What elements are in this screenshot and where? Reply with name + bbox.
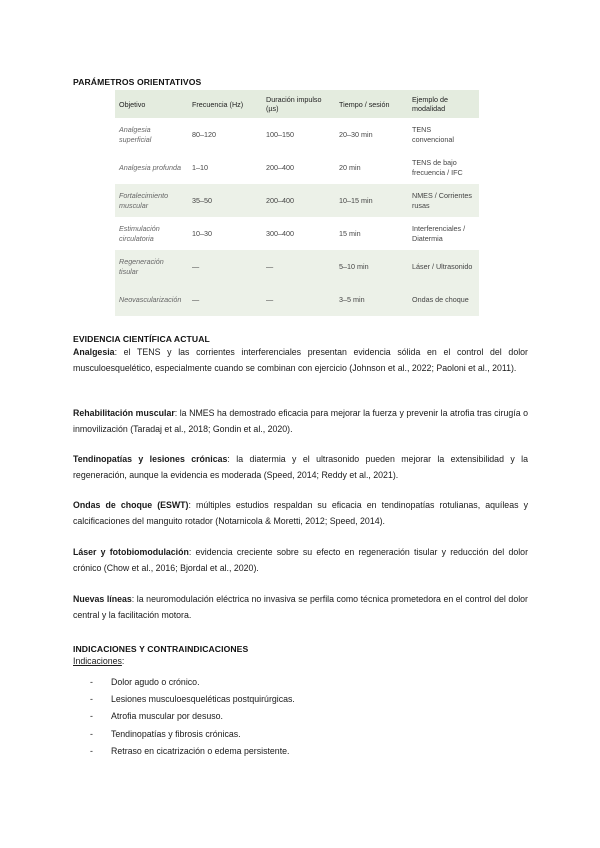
table-row bbox=[115, 217, 479, 250]
cell-objetivo: Analgesia superficial bbox=[119, 125, 152, 144]
list-item-text: Lesiones musculoesqueléticas postquirúrgicas. bbox=[111, 694, 295, 705]
cell-objetivo: Fortalecimiento muscular bbox=[115, 184, 188, 217]
subheading-label: Indicaciones bbox=[73, 656, 122, 666]
cell-objetivo: Neovascularización bbox=[115, 283, 188, 316]
cell-frecuencia: 10–30 bbox=[192, 228, 212, 238]
cell-duracion: 200–400 bbox=[262, 184, 335, 217]
cell-duracion: 300–400 bbox=[266, 228, 294, 238]
paragraph-term: Nuevas líneas bbox=[73, 594, 132, 604]
header-tiempo: Tiempo / sesión bbox=[335, 90, 408, 118]
indicaciones-list bbox=[90, 674, 295, 760]
list-item-text: Tendinopatías y fibrosis crónicas. bbox=[111, 728, 241, 739]
list-dash: - bbox=[90, 745, 93, 756]
table-row bbox=[115, 283, 479, 316]
list-dash: - bbox=[90, 677, 93, 687]
cell-frecuencia: 80–120 bbox=[192, 129, 216, 139]
cell-objetivo: Estimulación circulatoria bbox=[119, 224, 160, 243]
paragraph-text: : la diatermia y el ultrasonido pueden mejorar la extensibilidad y la regeneración, aunque la evidencia es moderada (Speed, 2014; Reddy et al., 2021). bbox=[73, 454, 528, 481]
cell-objetivo: Regeneración tisular bbox=[115, 250, 188, 283]
list-item bbox=[90, 708, 295, 725]
cell-tiempo: 20–30 min bbox=[339, 129, 373, 139]
list-dash: - bbox=[90, 711, 93, 722]
paragraph-laser bbox=[73, 544, 528, 577]
cell-modalidad: Láser / Ultrasonido bbox=[408, 250, 479, 283]
table-row bbox=[115, 184, 479, 217]
cell-tiempo: 5–10 min bbox=[335, 250, 408, 283]
paragraph-ondas-choque bbox=[73, 497, 528, 530]
header-objetivo: Objetivo bbox=[115, 90, 188, 118]
paragraph-text: : múltiples estudios respaldan su eficacia en tendinopatías rotulianas, aquíleas y calcificaciones del manguito rotador (Notarnicola & Moretti, 2012; Speed, 2014). bbox=[73, 500, 528, 527]
paragraph-term: Ondas de choque (ESWT) bbox=[73, 500, 189, 510]
list-item bbox=[90, 674, 295, 691]
paragraph-term: Láser y fotobiomodulación bbox=[73, 547, 189, 557]
cell-objetivo: Analgesia profunda bbox=[119, 162, 181, 172]
cell-tiempo: 10–15 min bbox=[335, 184, 408, 217]
cell-frecuencia: 35–50 bbox=[188, 184, 262, 217]
paragraph-analgesia bbox=[73, 344, 528, 377]
list-item bbox=[90, 743, 295, 760]
paragraph-nuevas-lineas bbox=[73, 591, 528, 624]
table-row bbox=[115, 250, 479, 283]
heading-evidencia: EVIDENCIA CIENTÍFICA ACTUAL bbox=[73, 334, 210, 344]
heading-indicaciones: INDICACIONES Y CONTRAINDICACIONES bbox=[73, 644, 249, 654]
heading-parametros: PARÁMETROS ORIENTATIVOS bbox=[73, 77, 202, 87]
cell-modalidad: Interferenciales / Diatermia bbox=[412, 224, 466, 243]
cell-modalidad: TENS de bajo frecuencia / IFC bbox=[412, 158, 463, 177]
subheading-indicaciones bbox=[73, 656, 124, 666]
list-item-text: Atrofia muscular por desuso. bbox=[111, 711, 223, 722]
cell-duracion: 100–150 bbox=[266, 129, 294, 139]
list-dash: - bbox=[90, 728, 93, 739]
paragraph-tendinopatias bbox=[73, 451, 528, 484]
cell-modalidad: NMES / Corrientes rusas bbox=[408, 184, 479, 217]
cell-tiempo: 3–5 min bbox=[335, 283, 408, 316]
cell-modalidad: TENS convencional bbox=[412, 125, 454, 144]
header-frecuencia: Frecuencia (Hz) bbox=[188, 90, 262, 118]
cell-tiempo: 20 min bbox=[339, 162, 361, 172]
cell-frecuencia: — bbox=[188, 283, 262, 316]
paragraph-text: : la neuromodulación eléctrica no invasiva se perfila como técnica prometedora en el control del dolor central y la facilitación motora. bbox=[73, 594, 528, 621]
list-item bbox=[90, 726, 295, 743]
paragraph-term: Tendinopatías y lesiones crónicas bbox=[73, 454, 228, 464]
subheading-colon: : bbox=[121, 656, 125, 666]
paragraph-term: Rehabilitación muscular bbox=[73, 408, 175, 418]
header-modalidad: Ejemplo de modalidad bbox=[408, 90, 479, 118]
paragraph-text: : la NMES ha demostrado eficacia para mejorar la fuerza y prevenir la atrofia tras cirugía o inmovilización (Taradaj et al., 2018; Gondin et al., 2020). bbox=[73, 408, 528, 435]
list-dash: - bbox=[90, 694, 93, 705]
paragraph-text: : evidencia creciente sobre su efecto en regeneración tisular y reducción del dolor crónico (Chow et al., 2016; Bjordal et al., 2020). bbox=[73, 547, 529, 574]
parameters-table bbox=[115, 90, 479, 316]
table-row bbox=[115, 118, 479, 151]
paragraph-text: : el TENS y las corrientes interferenciales presentan evidencia sólida en el control del dolor musculoesquelético, especialmente cuando se combinan con ejercicio (Johnson et al., 2022; Paoloni et al., 2011). bbox=[73, 347, 528, 374]
cell-tiempo: 15 min bbox=[339, 228, 361, 238]
cell-duracion: 200–400 bbox=[266, 162, 294, 172]
paragraph-term: Analgesia bbox=[73, 347, 115, 357]
list-item-text: Dolor agudo o crónico. bbox=[111, 677, 200, 687]
paragraph-rehabilitacion bbox=[73, 405, 528, 438]
cell-frecuencia: — bbox=[188, 250, 262, 283]
cell-duracion: — bbox=[262, 250, 335, 283]
table-row bbox=[115, 151, 479, 184]
cell-modalidad: Ondas de choque bbox=[408, 283, 479, 316]
list-item bbox=[90, 691, 295, 708]
cell-duracion: — bbox=[262, 283, 335, 316]
cell-frecuencia: 1–10 bbox=[192, 162, 208, 172]
table-header-row bbox=[115, 90, 479, 118]
header-duracion: Duración impulso (µs) bbox=[262, 90, 335, 118]
list-item-text: Retraso en cicatrización o edema persistente. bbox=[111, 745, 290, 756]
